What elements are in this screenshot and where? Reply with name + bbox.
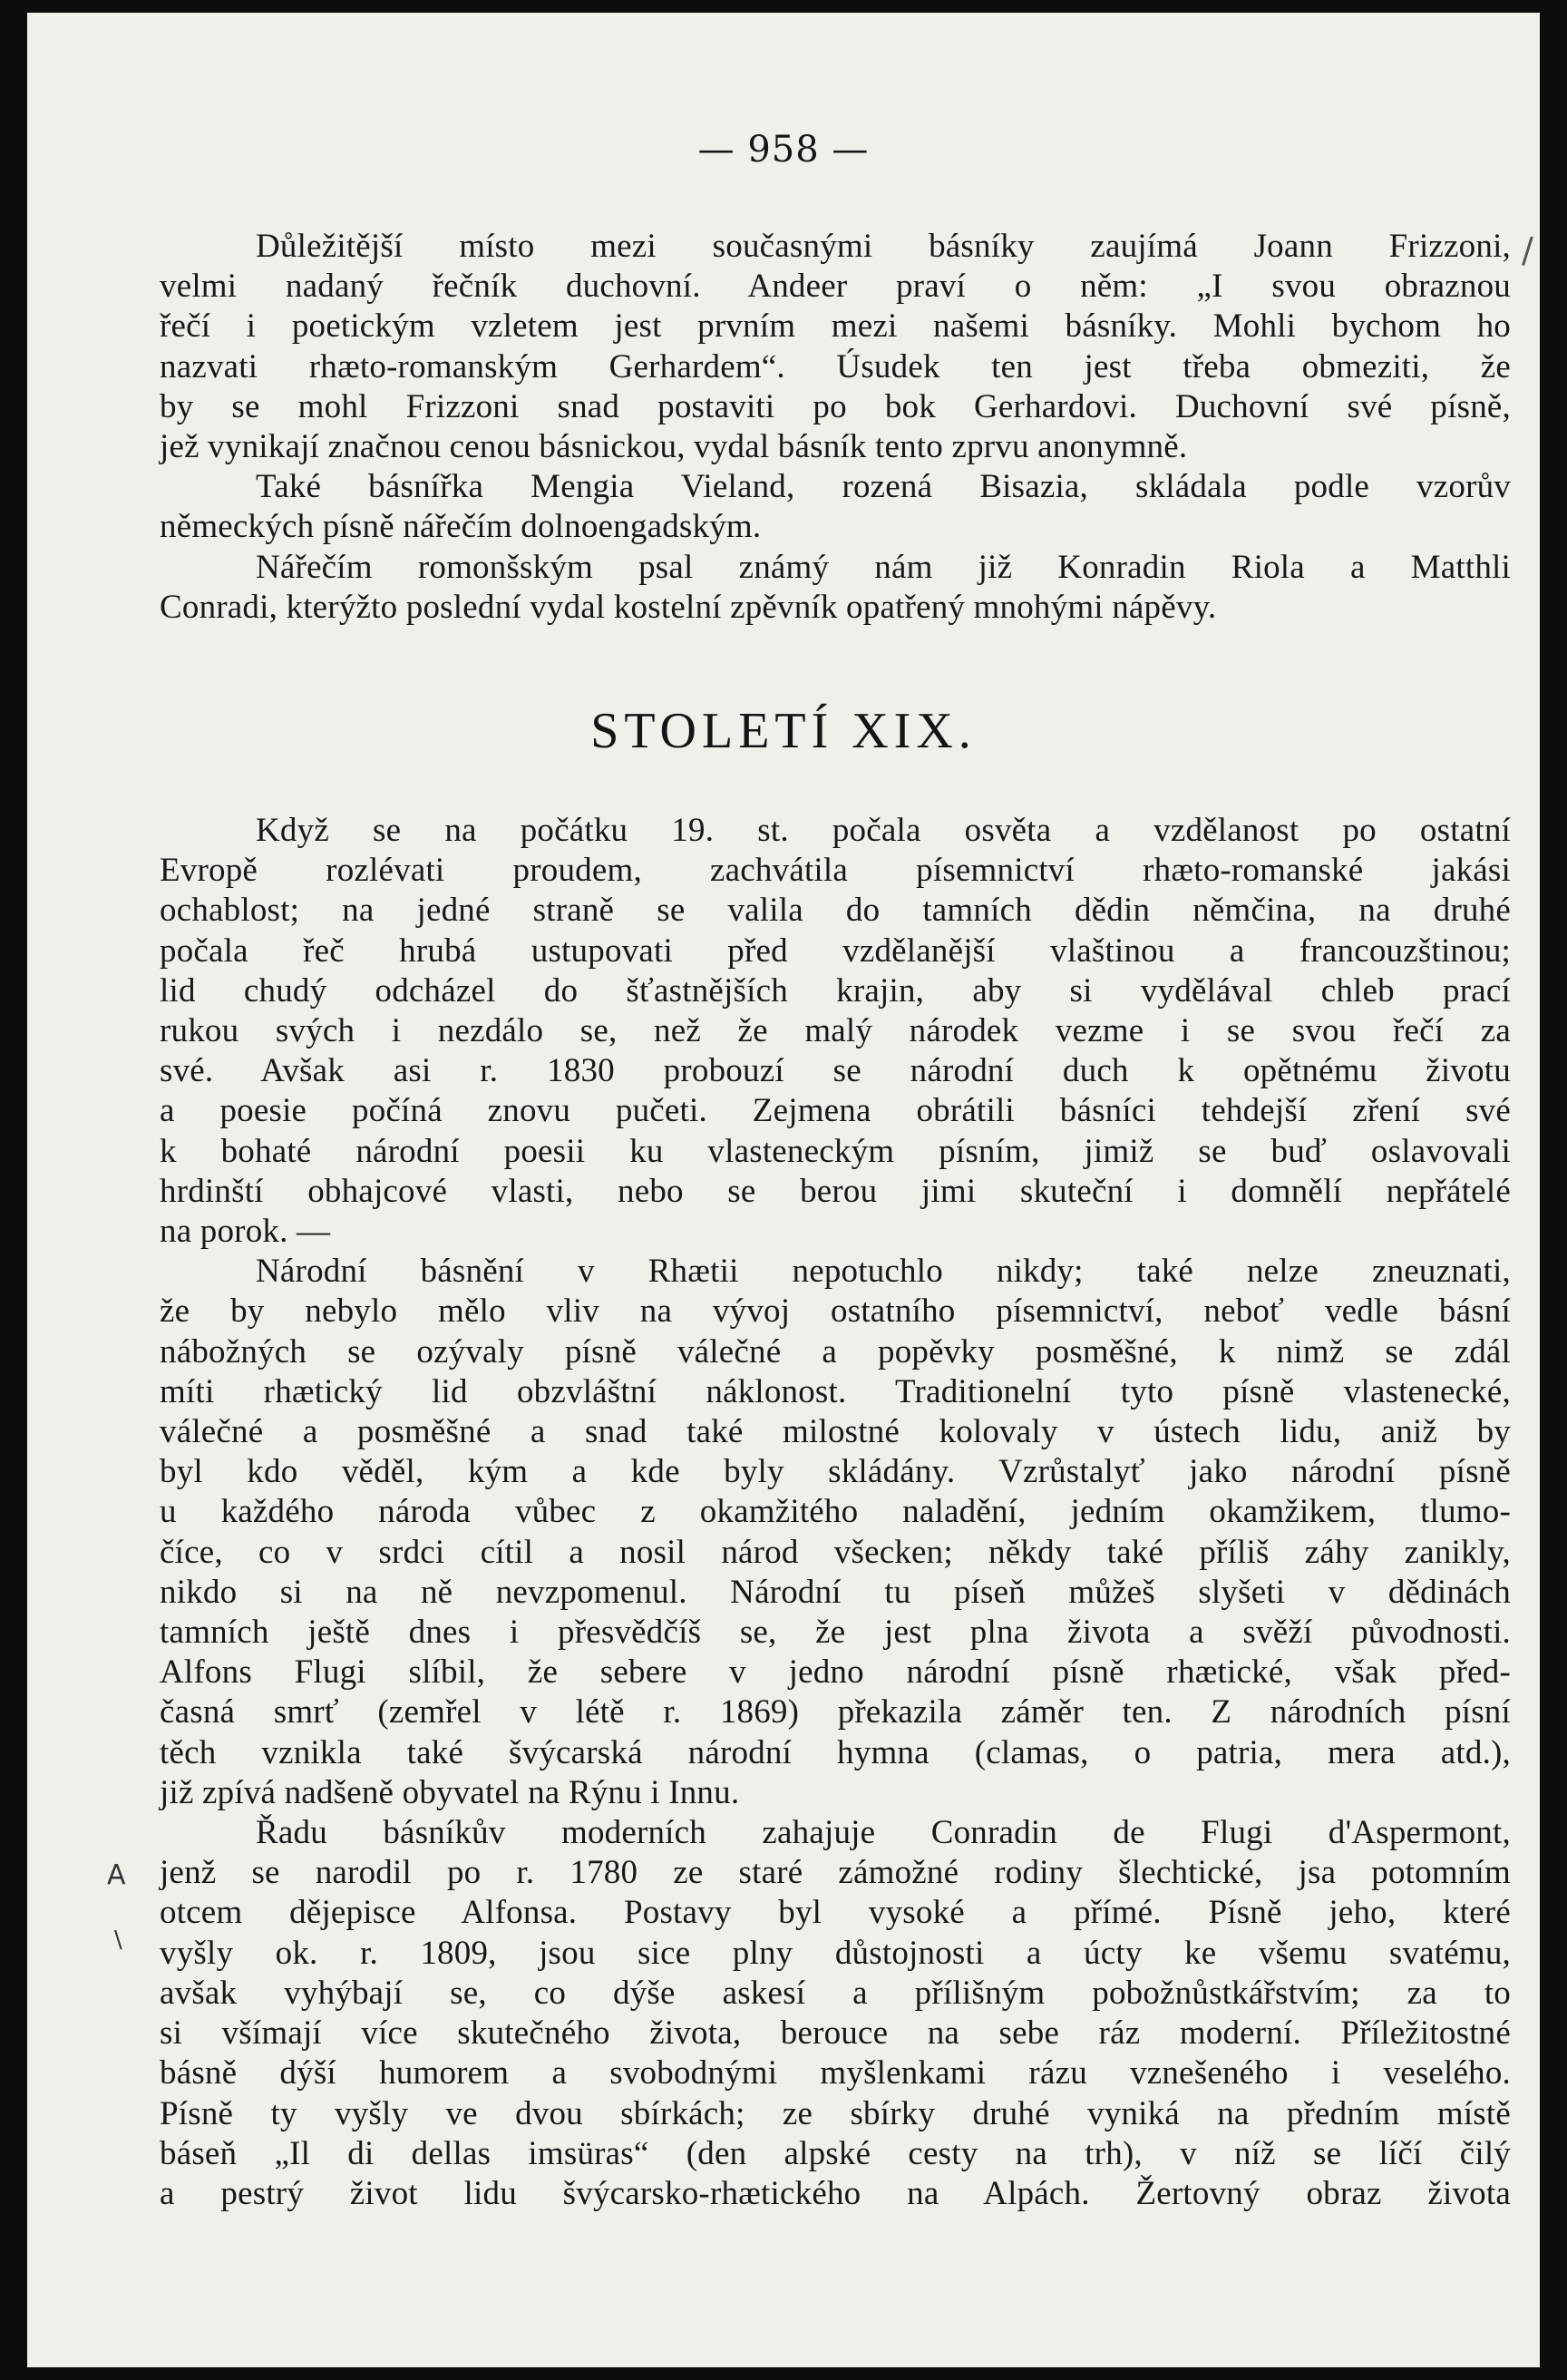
section-heading: STOLETÍ XIX. <box>590 703 977 759</box>
text-line: jež vynikají značnou cenou básnickou, vydal básník tento zprvu anonymně. <box>160 428 1188 466</box>
text-line: Také básnířka Mengia Vieland, rozená Bisazia, skládala podle vzorův <box>256 468 1511 506</box>
text-line: rukou svých i nezdálo se, než že malý národek vezme i se svou řečí za <box>160 1012 1511 1050</box>
text-line: že by nebylo mělo vliv na vývoj ostatního písemnictví, neboť vedle básní <box>160 1292 1511 1331</box>
text-line: již zpívá nadšeně obyvatel na Rýnu i Innu. <box>160 1773 740 1811</box>
text-line: Když se na počátku 19. st. počala osvěta a vzdělanost po ostatní <box>256 812 1511 849</box>
text-line: na porok. — <box>160 1213 331 1251</box>
margin-mark: A <box>107 1859 126 1891</box>
text-line: německých písně nářečím dolnoengadským. <box>160 508 762 546</box>
text-line: nikdo si na ně nevzpomenul. Národní tu píseň můžeš slyšeti v dědinách <box>160 1573 1511 1611</box>
text-line: vyšly ok. r. 1809, jsou sice plny důstojnosti a úcty ke všemu svatému, <box>160 1934 1511 1972</box>
intro-paragraphs <box>160 227 1511 628</box>
text-line: lid chudý odcházel do šťastnějších krajin, aby si vydělával chleb prací <box>160 971 1511 1010</box>
text-line: byl kdo věděl, kým a kde byly skládány. Vzrůstalyť jako národní písně <box>160 1453 1511 1491</box>
text-line: velmi nadaný řečník duchovní. Andeer praví o něm: „I svou obraznou <box>160 268 1511 306</box>
text-line: otcem dějepisce Alfonsa. Postavy byl vysoké a přímé. Písně jeho, které <box>160 1894 1511 1932</box>
text-line: nábožných se ozývaly písně válečné a popěvky posměšné, k nimž se zdál <box>160 1332 1511 1370</box>
text-line: Národní básnění v Rhætii nepotuchlo nikdy; také nelze zneuznati, <box>256 1253 1511 1291</box>
text-line: Conradi, kterýžto poslední vydal kostelní zpěvník opatřený mnohými nápěvy. <box>160 588 1217 626</box>
text-line: své. Avšak asi r. 1830 probouzí se národní duch k opětnému životu <box>160 1052 1511 1090</box>
book-page <box>27 13 1540 2367</box>
text-line: básně dýší humorem a svobodnými myšlenkami rázu vznešeného i veselého. <box>160 2054 1511 2092</box>
text-line: jenž se narodil po r. 1780 ze staré zámožné rodiny šlechtické, jsa potomním <box>160 1854 1511 1892</box>
text-line: u každého národa vůbec z okamžitého naladění, jedním okamžikem, tlumo- <box>160 1493 1511 1531</box>
text-line: Alfons Flugi slíbil, že sebere v jedno národní písně rhætické, však před- <box>160 1653 1511 1692</box>
text-line: Důležitější místo mezi současnými básníky zaujímá Joann Frizzoni, <box>256 228 1511 265</box>
margin-mark: / <box>1522 230 1533 270</box>
text-line: Řadu básníkův moderních zahajuje Conradin de Flugi d'Aspermont, <box>256 1814 1511 1852</box>
text-line: nazvati rhæto-romanským Gerhardem“. Úsudek ten jest třeba obmeziti, že <box>160 347 1511 385</box>
text-line: k bohaté národní poesii ku vlasteneckým písním, jimiž se buď oslavovali <box>160 1132 1511 1170</box>
text-line: by se mohl Frizzoni snad postaviti po bok Gerhardovi. Duchovní své písně, <box>160 387 1511 425</box>
page-number: — 958 — <box>697 129 870 171</box>
text-line: tamních ještě dnes i přesvědčíš se, že jest plna života a svěží původnosti. <box>160 1614 1511 1652</box>
text-line: báseň „Il di dellas imsüras“ (den alpské cesty na trh), v níž se líčí čilý <box>160 2134 1511 2172</box>
text-line: ochablost; na jedné straně se valila do tamních dědin němčina, na druhé <box>160 892 1511 930</box>
margin-mark: \ <box>114 1926 122 1954</box>
text-line: válečné a posměšné a snad také milostné kolovaly v ústech lidu, aniž by <box>160 1413 1511 1451</box>
text-line: řečí i poetickým vzletem jest prvním mezi našemi básníky. Mohli bychom ho <box>160 307 1511 346</box>
text-line: hrdinští obhajcové vlasti, nebo se berou jimi skuteční i domnělí nepřátelé <box>160 1172 1511 1210</box>
text-line: avšak vyhýbají se, co dýše askesí a přílišným pobožnůstkářstvím; za to <box>160 1974 1511 2012</box>
body-paragraphs <box>160 811 1511 2214</box>
text-line: počala řeč hrubá ustupovati před vzdělanější vlaštinou a francouzštinou; <box>160 932 1511 970</box>
text-line: časná smrť (zemřel v létě r. 1869) překazila záměr ten. Z národních písní <box>160 1693 1511 1731</box>
text-line: a poesie počíná znovu pučeti. Zejmena obrátili básníci tehdejší zření své <box>160 1092 1511 1130</box>
text-line: Písně ty vyšly ve dvou sbírkách; ze sbírky druhé vyniká na předním místě <box>160 2094 1511 2132</box>
text-line: si všímají více skutečného života, berouce na sebe ráz moderní. Příležitostné <box>160 2014 1511 2053</box>
text-line: číce, co v srdci cítil a nosil národ všecken; někdy také příliš záhy zanikly, <box>160 1533 1511 1571</box>
text-line: těch vznikla také švýcarská národní hymna (clamas, o patria, mera atd.), <box>160 1733 1511 1771</box>
text-line: a pestrý život lidu švýcarsko-rhætického na Alpách. Žertovný obraz života <box>160 2174 1511 2212</box>
text-line: míti rhætický lid obzvláštní náklonost. Traditionelní tyto písně vlastenecké, <box>160 1372 1511 1410</box>
text-line: Evropě rozlévati proudem, zachvátila písemnictví rhæto-romanské jakási <box>160 852 1511 890</box>
text-line: Nářečím romonšským psal známý nám již Konradin Riola a Matthli <box>256 548 1511 586</box>
